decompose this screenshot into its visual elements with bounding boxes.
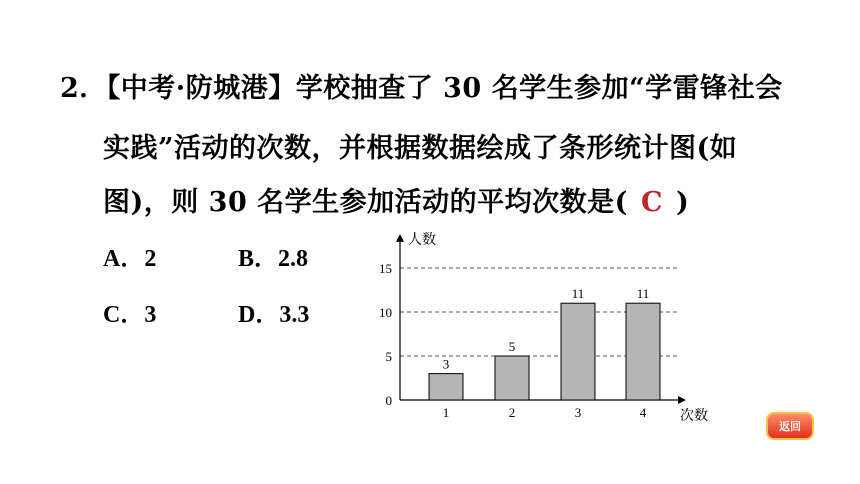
y-tick-label: 15 xyxy=(379,261,392,276)
question-line-3 xyxy=(103,180,689,219)
question-text-2: 实践”活动的次数，并根据数据绘成了条形统计图(如 xyxy=(103,133,738,164)
x-axis-arrow xyxy=(678,396,686,404)
bar-2 xyxy=(495,356,529,400)
question-line-1 xyxy=(60,66,783,105)
x-tick-label-3: 3 xyxy=(574,405,582,420)
question-number: 2． xyxy=(60,73,107,104)
bar-chart xyxy=(360,228,708,433)
bar-1 xyxy=(429,374,463,400)
y-axis-label: 人数 xyxy=(408,232,436,248)
data-label-4: 11 xyxy=(636,286,650,302)
data-label-3: 11 xyxy=(571,286,585,302)
x-axis-label: 次数 xyxy=(680,408,708,424)
bar-4 xyxy=(626,303,660,400)
answer-choice: C xyxy=(640,187,663,218)
x-tick-label-4: 4 xyxy=(639,405,647,420)
y-axis-arrow xyxy=(396,234,404,242)
question-text-1: 学校抽查了 30 名学生参加“学雷锋社会 xyxy=(295,73,783,104)
data-label-1: 3 xyxy=(442,356,450,372)
option-d: D．3.3 xyxy=(238,302,310,328)
x-tick-label-1: 1 xyxy=(442,405,450,420)
back-button-label: 返回 xyxy=(779,420,801,433)
y-tick-label: 0 xyxy=(385,393,392,408)
question-source: 【中考·防城港】 xyxy=(106,73,296,104)
x-tick-label-2: 2 xyxy=(508,405,516,420)
option-a: A．2 xyxy=(103,246,157,272)
close-paren: ) xyxy=(675,187,690,218)
bar-3 xyxy=(561,303,595,400)
y-tick-label: 10 xyxy=(379,305,392,320)
question-line-2 xyxy=(103,126,737,165)
option-c: C．3 xyxy=(103,302,157,328)
option-b: B．2.8 xyxy=(238,246,309,272)
back-button[interactable] xyxy=(768,414,812,438)
y-tick-label: 5 xyxy=(385,349,392,364)
data-label-2: 5 xyxy=(508,339,516,354)
question-text-3: 图)，则 30 名学生参加活动的平均次数是( xyxy=(103,187,628,218)
